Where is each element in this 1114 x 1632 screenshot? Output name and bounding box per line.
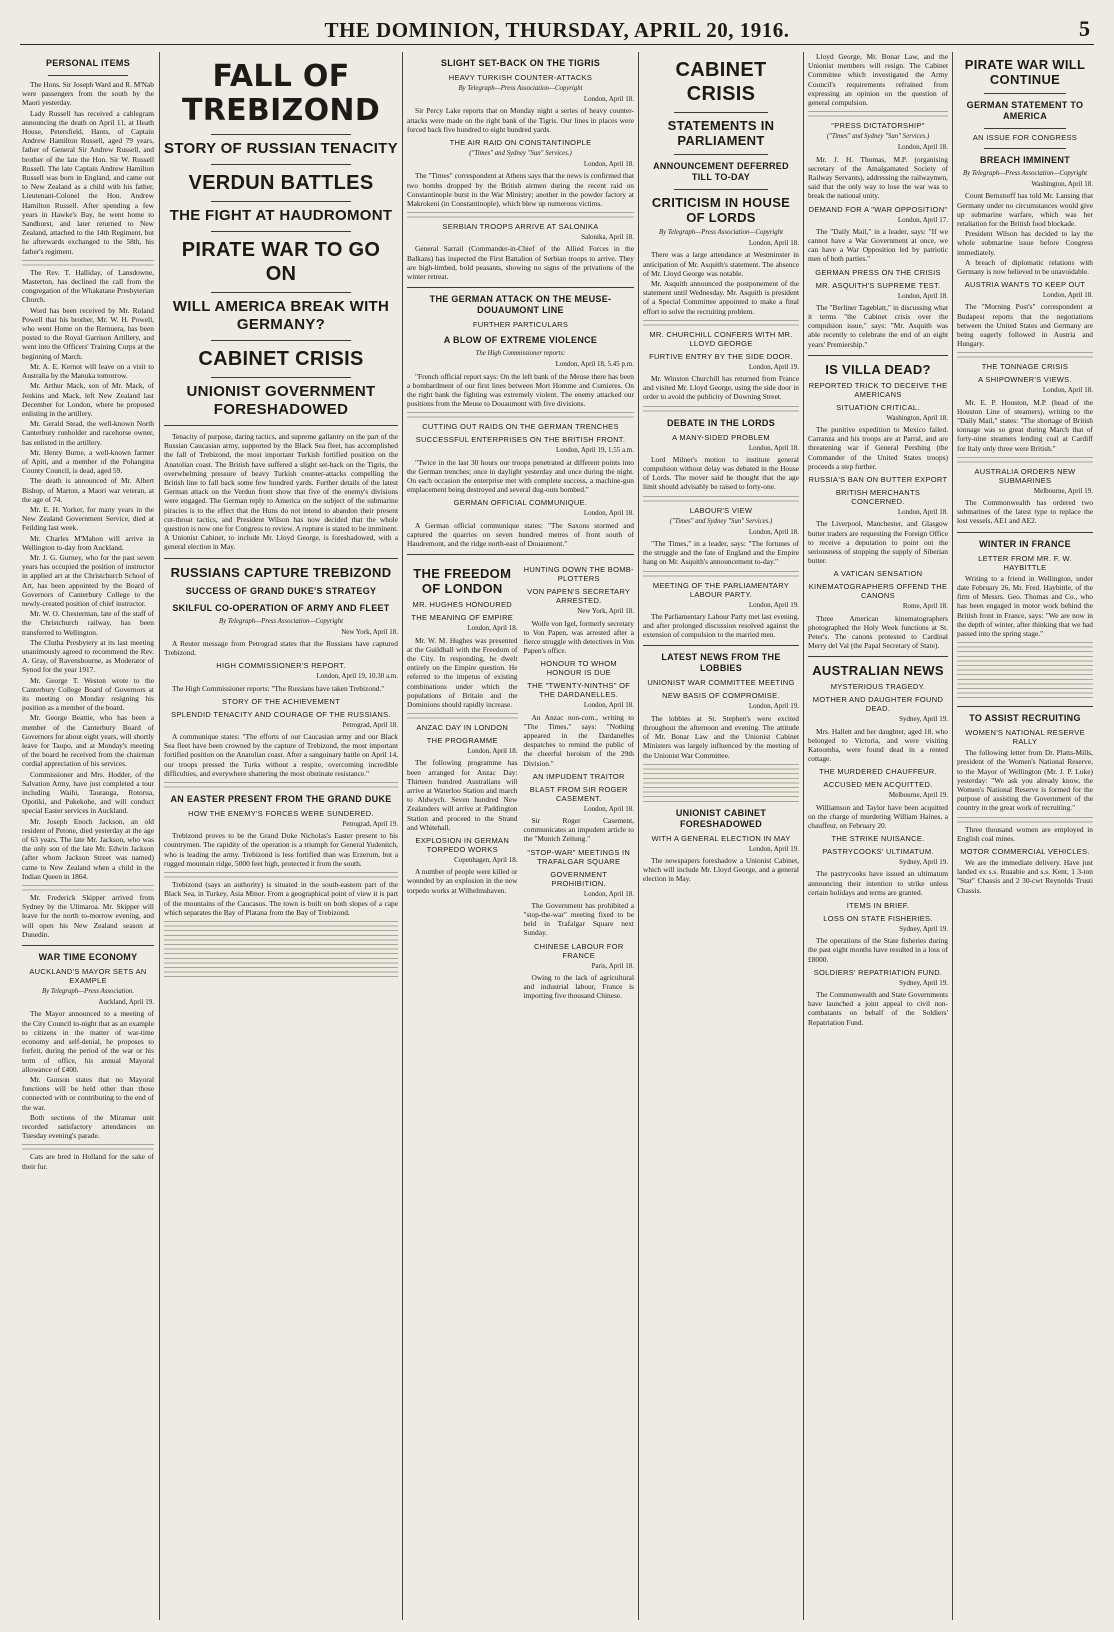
dateline: New York, April 18.	[577, 607, 634, 616]
text-lines	[643, 494, 799, 502]
paragraph: Mr. W. O. Chesterman, late of the staff of the Christchurch railway, has been transferred to Wellington.	[22, 609, 154, 637]
paragraph: Mr. George Beattie, who has been a member of the Canterbury Board of Governors for about eight years, will shortly leave for Taupo, and at Monday's meeting of the board he received from the chairman cordial appreciation of his services.	[22, 713, 154, 769]
paragraph: President Wilson has decided to lay the whole submarine issue before Congress immediately.	[957, 229, 1093, 257]
article-headline: CHINESE LABOUR FOR FRANCE	[533, 941, 624, 960]
paragraph: "Twice in the last 30 hours our troops penetrated at different points into the German trenches; once in daylight yesterday and once during the night. On each occasion the enterprise met with complete success, a machine-gun emplacement being destroyed and several dug-outs bombed."	[407, 457, 634, 495]
article-headline: DEMAND FOR A "WAR OPPOSITION"	[808, 204, 948, 214]
paragraph: Both sections of the Miramar unit recorded satisfactory attendances on Tuesday evening's parade.	[22, 1112, 154, 1141]
article-headline: THE FREEDOM OF LONDON	[413, 566, 512, 597]
article-subheading: MYSTERIOUS TRAGEDY.	[830, 682, 926, 692]
article-subheading: SKILFUL CO-OPERATION OF ARMY AND FLEET	[172, 602, 390, 613]
article-headline: THE AIR RAID ON CONSTANTINOPLE	[449, 138, 592, 148]
dateline: Melbourne, April 19.	[1033, 486, 1093, 495]
article-subheading: ACCUSED MEN ACQUITTED.	[823, 780, 933, 790]
article-subheading: MOTHER AND DAUGHTER FOUND DEAD.	[812, 695, 944, 714]
article-headline: SOLDIERS' REPATRIATION FUND.	[813, 967, 943, 977]
paragraph: The Rev. T. Halliday, of Lansdowne, Masterton, has declined the call from the congregation of the Whakatane Presbyterian Church.	[22, 267, 154, 305]
dateline: London, April 18.	[897, 143, 948, 152]
paragraph: Lady Russell has received a cablegram announcing the death on April 11, at Heath House, Petersfield, Hants, of Captain Andrew Hamilton Russell, aged 79 years, father of General Sir Andrew Russell, and brother of the late the Hon. Sir W. Russell Russell. The late Captain Andrew Hamilton Russell was born in England, and came out to New Zealand as a child with his father, Lieutenant-Colonel the Hon. Andrew Hamilton Russell. After spending a few years in Hawke's Bay, he went home to Sandhurst, and later returned to New Zealand, attached to the 14th Regiment, but he afterwards exchanged to the 58th, his father's regiment.	[22, 108, 154, 256]
dateline: Melbourne, April 19.	[888, 791, 948, 800]
column-rule	[159, 52, 160, 1620]
article-subheading: MR. HUGHES HONOURED	[412, 600, 512, 610]
headline: PIRATE WAR WILL CONTINUE	[964, 57, 1086, 87]
dateline: Washington, April 18.	[886, 413, 948, 422]
divider	[407, 287, 634, 288]
divider	[48, 75, 127, 76]
dateline: Salonika, April 18.	[581, 233, 634, 242]
text-lines	[957, 815, 1093, 823]
paragraph: Trebizond proves to be the Grand Duke Nicholas's Easter present to his countrymen. The rapidity of the operation is a triumph for General Yudenitch, who is leading the army. Trebizond is less fortified than was Erzerum, but a rugged mountain ridge, 5000 feet high, protected it from the south.	[164, 831, 398, 868]
dateline: London, April 18.	[897, 508, 948, 517]
text-lines	[164, 780, 398, 788]
divider	[407, 554, 634, 555]
dateline: New York, April 18.	[341, 627, 398, 636]
newspaper-title: THE DOMINION, THURSDAY, APRIL 20, 1916.	[324, 18, 790, 42]
wire-credit: By Telegraph—Press Association—Copyright	[458, 85, 583, 92]
divider	[674, 154, 768, 155]
dateline: Rome, April 18.	[902, 602, 948, 611]
dateline: London, April 18.	[583, 160, 634, 169]
paragraph: "The Times," in a leader, says: "The fortunes of the struggle and the fate of England and the Empire hang on Mr. Asquith's announcement to-day."	[643, 539, 799, 567]
article-headline: MR. CHURCHILL CONFERS WITH MR. LLOYD GEORGE	[649, 329, 793, 348]
dateline: London, April 18.	[467, 747, 518, 756]
paragraph: Writing to a friend in Wellington, under date February 26, Mr. Fred. Haybittle, of the firm of Messrs. Geo. Thomas and Co., who has been engaged in motor work behind the British front in France, says: "We are now in the depth of winter, after thinking that we had passed into the spring stage."	[957, 573, 1093, 638]
text-lines	[164, 919, 398, 979]
paragraph: The following letter from Dr. Platts-Mills, president of the Women's National Reserve, to the Mayor of Wellington (Mr. J. P. Luke) yesterday: "We ask you already know, the Women's National Reserve is formed for the purpose of assisting the Government of the country in the great work of recruiting."	[957, 748, 1093, 813]
paragraph: General Sarrail (Commander-in-Chief of the Allied Forces in the Balkans) has inspected the First Battalion of Serbian troops to arrive. They are high-limbed, bold peasants, showing no signs of the privations of the winter retreat.	[407, 244, 634, 282]
dateline: Sydney, April 19.	[899, 715, 948, 724]
headline: STORY OF RUSSIAN TENACITY	[164, 140, 398, 157]
paragraph: Mr. J. H. Thomas, M.P. (organising secretary of the Amalgamated Society of Railway Servants), addressing the railwaymen, said that the only way to lose the war was to break the national unity.	[808, 154, 948, 201]
divider	[984, 93, 1066, 94]
main-headline: FALL OF TREBIZOND	[181, 59, 381, 128]
wire-credit: The High Commissioner reports:	[475, 350, 566, 358]
text-lines	[407, 410, 634, 418]
divider	[808, 355, 948, 356]
article-headline: IS VILLA DEAD?	[825, 361, 931, 377]
column-cabinet-crisis	[643, 52, 799, 1622]
dateline: London, April 17.	[897, 215, 948, 224]
divider	[643, 645, 799, 646]
article-subheading: NEW BASIS OF COMPROMISE.	[662, 691, 780, 701]
article-headline: CUTTING OUT RAIDS ON THE GERMAN TRENCHES	[422, 422, 619, 432]
dateline: London, April 19.	[748, 844, 799, 853]
article-headline: AUSTRIA WANTS TO KEEP OUT	[964, 280, 1086, 290]
article-headline: DEBATE IN THE LORDS	[666, 417, 776, 428]
paragraph: The punitive expedition to Mexico failed. Carranza and his troops are at Parral, and are threatening war if General Pershing (the Commander of the United States troops) proceeds a step further.	[808, 425, 948, 471]
section-heading: PERSONAL ITEMS	[45, 58, 131, 68]
text-lines	[22, 1142, 154, 1150]
divider	[164, 558, 398, 559]
headline: WILL AMERICA BREAK WITH GERMANY?	[172, 298, 390, 333]
advertisement-text: We are the immediate delivery. Have just landed ex s.s. Ruaabie and s.s. Kent, 1 3-ton "Star" Chassis and 2 30-cwt Reynolds Trusti Chassis.	[957, 857, 1093, 895]
article-headline: UNIONIST CABINET FORESHADOWED	[675, 807, 767, 829]
dateline: Sydney, April 19.	[899, 924, 948, 933]
paragraph: Williamson and Taylor have been acquitted on the charge of murdering William Haines, a chauffeur, on February 20.	[808, 802, 948, 830]
divider	[674, 189, 768, 190]
dateline: London, April 19.	[748, 600, 799, 609]
article-headline: THE GERMAN ATTACK ON THE MEUSE-DOUAUMONT LINE	[429, 294, 612, 316]
paragraph: Lloyd George, Mr. Bonar Law, and the Unionist members will resign. The Cabinet Committee which investigated the Army Council's requirements refrained from expressing an opinion on the question of general compulsion.	[808, 52, 948, 108]
headline: CRITICISM IN HOUSE OF LORDS	[651, 195, 791, 225]
dateline: London, April 19.	[748, 362, 799, 371]
paragraph: The Hons. Sir Joseph Ward and R. M'Nab were passengers from the south by the Maori yesterday.	[22, 80, 154, 108]
article-headline: SERBIAN TROOPS ARRIVE AT SALONIKA	[442, 222, 599, 232]
paragraph: Mr. A. E. Kernot will leave on a visit to Australia by the Manuka tomorrow.	[22, 361, 154, 381]
paragraph: Three thousand women are employed in English coal mines.	[957, 824, 1093, 843]
wire-credit: By Telegraph—Press Association.	[41, 988, 135, 996]
text-lines	[957, 350, 1093, 358]
paragraph: Mr. Frederick Skipper arrived from Sydney by the Ulimaroa. Mr. Skipper will leave for the north to-morrow evening, and will open his New Zealand season at Dunedin.	[22, 893, 154, 939]
article-subheading: REPORTED TRICK TO DECEIVE THE AMERICANS	[808, 380, 948, 399]
sub-column-left	[407, 561, 518, 1001]
article-subheading: VON PAPEN'S SECRETARY ARRESTED.	[527, 587, 631, 606]
sub-column-right	[524, 561, 635, 1001]
article-subheading: HOW THE ENEMY'S FORCES WERE SUNDERED.	[188, 809, 374, 819]
article-subheading: FURTHER PARTICULARS	[472, 320, 569, 330]
paragraph: The "Daily Mail," in a leader, says: "If we cannot have a War Government at once, we can have a War Opposition led by patriotic men of both parties."	[808, 226, 948, 264]
article-headline: "STOP-WAR" MEETINGS IN TRAFALGAR SQUARE	[527, 847, 631, 866]
article-headline: ANZAC DAY IN LONDON	[416, 723, 509, 733]
paragraph: Word has been received by Mr. Roland Powell that his brother, Mr. W. H. Powell, who went Home on the Remuera, has been posted to the Royal Garrison Artillery, and went into the Officers' Training Corps at the beginning of March.	[22, 305, 154, 361]
paragraph: A number of people were killed or wounded by an explosion in the new torpedo works at Wilhelmshaven.	[407, 867, 518, 895]
headline: PIRATE WAR TO GO ON	[181, 239, 381, 285]
paragraph: Commissioner and Mrs. Hodder, of the Salvation Army, have just completed a tour including Waihi, Tauranga, Rotorua, Opotiki, and Pukekohe, and will conduct special Easter services in Auckland.	[22, 769, 154, 816]
text-lines	[22, 883, 154, 891]
article-subheading: BLAST FROM SIR ROGER CASEMENT.	[529, 784, 628, 803]
article-subheading: FURTIVE ENTRY BY THE SIDE DOOR.	[649, 351, 793, 361]
divider	[164, 425, 398, 426]
column-main-news	[164, 52, 398, 1622]
text-lines	[808, 109, 948, 117]
paragraph: The Government has prohibited a "stop-the-war" meeting fixed to be held in Trafalgar Square next Sunday.	[523, 900, 634, 938]
paragraph: Sir Roger Casement, communicates an impudent article to the "Munich Zeitung."	[523, 815, 634, 844]
headline: ANNOUNCEMENT DEFERRED TILL TO-DAY	[653, 161, 789, 182]
dateline: London, April 18.	[583, 889, 634, 898]
wire-credit: ("Times" and Sydney "Sun" Services.)	[669, 517, 773, 525]
text-lines	[643, 762, 799, 802]
text-lines	[957, 640, 1093, 700]
article-subheading: SITUATION CRITICAL.	[836, 402, 920, 412]
article-subheading: A MANY-SIDED PROBLEM	[672, 432, 770, 442]
divider	[957, 532, 1093, 533]
paragraph: Wolfe von Igel, formerly secretary to Von Papen, was arrested after a fierce struggle with detectives in Von Papen's office.	[523, 618, 634, 656]
paragraph: The "Times" correspondent at Athens says that the news is confirmed that two bombs dropped by the British airmen during the recent raid on Constantinople burst in the War Ministry; another in the powder factory at Makrokeni (in Constantinople), which blew up numerous victims.	[407, 171, 634, 209]
paragraph: There was a large attendance at Westminster in anticipation of Mr. Asquith's statement. The absence of Mr. Lloyd George was notable.	[643, 250, 799, 278]
paragraph: An Anzac non-com., writing to "The Times," says: "Nothing appeared in the Dardanelles despatches to remind the public of the cheerful heroism of the 29th Division."	[523, 712, 634, 768]
paragraph: The following programme has been arranged for Anzac Day: Thirteen hundred Australians will arrive at Waterloo Station and march to Aldwych. Seven hundred New Zealanders will arrive at Paddington Station and proceed to the Strand and Whitehall.	[407, 758, 518, 832]
paragraph: Mr. George T. Weston wrote to the Canterbury College Board of Governors at its meeting on Monday resigning his position as a member of the board.	[22, 675, 154, 713]
article-headline: AUSTRALIA ORDERS NEW SUBMARINES	[974, 466, 1076, 485]
divider	[211, 377, 351, 378]
article-headline: THE TONNAGE CRISIS	[981, 362, 1069, 372]
dateline: London, April 18, 5.45 p.m.	[555, 360, 634, 369]
article-headline: GERMAN OFFICIAL COMMUNIQUE.	[453, 498, 588, 508]
paragraph: The Liverpool, Manchester, and Glasgow butter traders are requesting the Foreign Office to receive a deputation to point out the seriousness of stopping the supply of Siberian butter.	[808, 519, 948, 566]
page-number: 5	[1079, 16, 1090, 41]
paragraph: A breach of diplomatic relations with Germany is now believed to be unavoidable.	[957, 257, 1093, 277]
dateline: London, April 19.	[748, 702, 799, 711]
article-subheading: WOMEN'S NATIONAL RESERVE RALLY	[965, 728, 1085, 747]
paragraph: The pastrycooks have issued an ultimatum announcing their intention to strike unless certain holidays and terms are granted.	[808, 869, 948, 897]
article-headline: THE STRIKE NUISANCE.	[831, 834, 925, 844]
paragraph: Mr. J. G. Gurney, who for the past seven years has occupied the position of instructor in applied art at the Christchurch School of Art, has been appointed by the Board of Governors of Canterbury College to the newly-created position of chief instructor.	[22, 552, 154, 608]
headline: CABINET CRISIS	[198, 348, 364, 370]
article-subheading: THE MEANING OF EMPIRE	[411, 613, 514, 623]
headline: UNIONIST GOVERNMENT FORESHADOWED	[186, 383, 376, 418]
dateline: London, April 18.	[748, 239, 799, 248]
divider	[211, 231, 351, 232]
paragraph: A German official communique states: "The Saxons stormed and captured the quarries on seven hundred metres of front south of Haudremont, and the ridge north-east of Douaumont."	[407, 520, 634, 549]
wire-credit: ("Times" and Sydney "Sun" Services.)	[469, 150, 572, 158]
article-headline: HUNTING DOWN THE BOMB-PLOTTERS	[523, 565, 634, 584]
paragraph: The newspapers foreshadow a Unionist Cabinet, which will include Mr. Lloyd George, and a general election in May.	[643, 855, 799, 884]
dateline: Washington, April 18.	[1031, 180, 1093, 189]
headline: CABINET CRISIS	[675, 59, 767, 105]
column-rule	[402, 52, 403, 1620]
masthead	[20, 14, 1094, 45]
article-subheading: THE PROGRAMME	[426, 736, 498, 746]
paragraph: The operations of the State fisheries during the past eight months have resulted in a loss of £8000.	[808, 936, 948, 964]
article-subheading: AUCKLAND'S MAYOR SETS AN EXAMPLE	[29, 967, 147, 986]
text-lines	[164, 870, 398, 878]
paragraph: Mr. Joseph Enoch Jackson, an old resident of Petone, died yesterday at the age of 63 years. The late Mr. Jackson, who was the only son of the late Mr. Edwin Jackson (after whom Jackson Street was named) came to New Zealand when a child in the Indian Queen in 1864.	[22, 816, 154, 881]
dateline: Petrograd, April 19.	[342, 820, 398, 829]
paragraph: Mr. Charles M'Mahon will arrive in Wellington to-day from Auckland.	[22, 533, 154, 552]
paragraph: The Clutha Presbytery at its last meeting unanimously agreed to recommend the Rev. A. Gray, of Ravensbourne, as Moderator of Synod for the year 1917.	[22, 637, 154, 675]
text-lines	[407, 210, 634, 218]
column-personal-items	[22, 52, 154, 1622]
dateline: London, April 18.	[583, 701, 634, 710]
paragraph: The "Morning Post's" correspondent at Budapest reports that the negotiations between the United States and Germany are being eagerly followed in Austria and Hungary.	[957, 302, 1093, 349]
text-lines	[643, 318, 799, 326]
article-headline: "PRESS DICTATORSHIP"	[831, 121, 925, 131]
paragraph: Mr. Gerald Stead, the well-known North Canterbury runholder and racehorse owner, has enlisted in the artillery.	[22, 419, 154, 447]
text-lines	[957, 455, 1093, 463]
article-headline: TO ASSIST RECRUITING	[969, 713, 1081, 724]
paragraph: Mr. Henry Burne, a well-known farmer of Apiti, and a member of the Pohangina County Council, is dead, aged 59.	[22, 447, 154, 476]
paragraph: The Parliamentary Labour Party met last evening, and after prolonged discussion resolved against the extension of compulsion to the married men.	[643, 611, 799, 640]
article-subheading: SUCCESSFUL ENTERPRISES ON THE BRITISH FRONT.	[415, 435, 626, 445]
paragraph: The "Berliner Tageblatt," in discussing what it terms "the Cabinet crisis over the compulsion issue," says: "Mr. Asquith was able recently to celebrate the end of an eight years' Premiership."	[808, 302, 948, 349]
dateline: Paris, April 18.	[591, 961, 634, 970]
paragraph: Three American kinematographers photographed the Holy Week functions at St. Peter's. The canons protested to Cardinal Merry del Val (the Papal Secretary of State).	[808, 613, 948, 651]
article-subheading: MR. ASQUITH'S SUPREME TEST.	[815, 280, 941, 290]
dateline: Copenhagen, April 18.	[454, 855, 518, 864]
column-war-news	[407, 52, 634, 1622]
paragraph: Cats are bred in Holland for the sake of their fur.	[22, 1152, 154, 1171]
divider	[211, 164, 351, 165]
paragraph: The Commonwealth and State Governments have launched a joint appeal to civil non-combatants on behalf of the Soldiers' Repatriation Fund.	[808, 989, 948, 1027]
wire-credit: By Telegraph—Press Association—Copyright	[219, 617, 343, 625]
headline: VERDUN BATTLES	[188, 172, 374, 194]
text-lines	[407, 711, 518, 719]
text-lines	[22, 258, 154, 266]
headline: GERMAN STATEMENT TO AMERICA	[966, 100, 1084, 121]
divider	[22, 945, 154, 946]
article-subheading: LETTER FROM MR. F. W. HAYBITTLE	[978, 553, 1072, 572]
advertisement-heading: MOTOR COMMERCIAL VEHICLES.	[960, 846, 1090, 856]
wire-credit: ("Times" and Sydney "Sun" Services.)	[826, 133, 930, 141]
column-foreign-news	[808, 52, 948, 1622]
article-headline: AN EASTER PRESENT FROM THE GRAND DUKE	[170, 794, 392, 805]
wire-credit: By Telegraph—Press Association—Copyright	[659, 229, 783, 236]
article-headline: WINTER IN FRANCE	[979, 538, 1071, 549]
paragraph: Mrs. Hallett and her daughter, aged 18, who belonged to Victoria, and were visiting Katoomba, were found dead in a rented cottage.	[808, 726, 948, 764]
dateline: London, April 18.	[1042, 386, 1093, 395]
paragraph: Mr. E. H. Yorker, for many years in the New Zealand Government Service, died at Feilding last week.	[22, 504, 154, 533]
article-headline: GERMAN PRESS ON THE CRISIS	[815, 267, 941, 277]
article-headline: AN IMPUDENT TRAITOR	[532, 771, 625, 781]
two-column-block	[407, 561, 634, 1001]
dateline: Sydney, April 19.	[899, 858, 948, 867]
wire-credit: By Telegraph—Press Association—Copyright	[963, 170, 1087, 177]
article-headline: ITEMS IN BRIEF.	[846, 900, 910, 910]
article-headline: WAR TIME ECONOMY	[38, 952, 138, 963]
paragraph: The Mayor announced to a meeting of the City Council to-night that as an example to citizens in the matter of war-time economy and self-denial, he proposes to forfeit, during the period of the war or his term of office, his annual Mayoral allowance of £400.	[22, 1009, 154, 1074]
paragraph: Sir Percy Lake reports that on Monday night a series of heavy counter-attacks were made on the right bank of the Tigris. Our lines in places were forced back five hundred to eight hundred yards.	[407, 106, 634, 134]
dateline: London, April 18.	[748, 443, 799, 452]
dateline: London, April 18.	[583, 804, 634, 813]
dateline: London, April 19, 10.30 a.m.	[316, 672, 398, 681]
paragraph: Mr. E. P. Houston, M.P. (head of the Houston Line of steamers), writing to the "Daily Mail," states: "The shortage of British tonnage was so great during March that of forty-nine steamers lending coal at Cardiff for Italy only three were British."	[957, 397, 1093, 453]
paragraph: The lobbies at St. Stephen's were excited throughout the afternoon and evening. The attitude of Mr. Bonar Law and the Unionist Cabinet Ministers was largely influenced by the meeting of the Unionist War Committee.	[643, 713, 799, 760]
article-headline: LATEST NEWS FROM THE LOBBIES	[661, 652, 781, 674]
column-pirate-war	[957, 52, 1093, 1622]
divider	[211, 292, 351, 293]
headline: AN ISSUE FOR CONGRESS	[972, 133, 1078, 142]
paragraph: Mr. Arthur Mack, son of Mr. Mack, of Jenkins and Mack, left New Zealand last December for London, where he proposed enlisting in the artillery.	[22, 381, 154, 418]
article-subheading: BRITISH MERCHANTS CONCERNED.	[835, 488, 921, 507]
dateline: Auckland, April 19.	[98, 998, 154, 1007]
dateline: London, April 18.	[748, 527, 799, 536]
article-subheading: UNIONIST WAR COMMITTEE MEETING	[647, 678, 795, 688]
column-rule	[952, 52, 953, 1620]
dateline: London, April 18.	[467, 624, 518, 633]
divider	[211, 201, 351, 202]
article-subheading: KINEMATOGRAPHERS OFFEND THE CANONS	[808, 582, 948, 601]
article-subheading: A BLOW OF EXTREME VIOLENCE	[443, 335, 598, 346]
text-lines	[643, 569, 799, 577]
article-headline: A VATICAN SENSATION	[833, 569, 923, 579]
article-headline: EXPLOSION IN GERMAN TORPEDO WORKS	[415, 835, 510, 854]
article-headline: HIGH COMMISSIONER'S REPORT.	[216, 661, 346, 671]
article-subheading: PASTRYCOOKS' ULTIMATUM.	[822, 847, 934, 857]
dateline: London, April 18.	[897, 291, 948, 300]
headline: BREACH IMMINENT	[980, 155, 1070, 165]
dateline: Petrograd, April 18.	[342, 720, 398, 729]
article-subheading: LOSS ON STATE FISHERIES.	[823, 913, 933, 923]
article-subheading: A SHIPOWNER'S VIEWS.	[978, 375, 1072, 385]
article-subheading: GOVERNMENT PROHIBITION.	[550, 869, 608, 888]
article-subheading: THE "TWENTY-NINTHS" OF THE DARDANELLES.	[527, 681, 631, 700]
news-summary: Tenacity of purpose, daring tactics, and supreme gallantry on the part of the Russian Caucasian army, supported by the Black Sea fleet, has accomplished the fall of Trebizond, the most important Turkish fortified position on the Anatolian coast. The British have suffered a slight set-back on the Tigris, the overwhelming pressure of heavy Turkish counter-attacks compelling the British line to fall back some few hundred yards. Further details of the latest German attack on the Verdun front show that five of the enemy's divisions were engaged. The German reply to America on the subject of the submarine piracies is to the effect that the Huns do not intend to abandon their present cut-throat tactics, and President Wilson has now decided that the whole question is now one for Congress to review. A rupture is stated to be imminent. A Unionist Cabinet, to include Mr. Lloyd George, is foreshadowed, with a general election in May.	[164, 432, 398, 552]
paragraph: Mr. Winston Churchill has returned from France and visited Mr. Lloyd George, using the side door in order to avoid the publicity of Downing Street.	[643, 374, 799, 402]
article-subheading: SUCCESS OF GRAND DUKE'S STRATEGY	[185, 585, 377, 596]
article-headline: THE MURDERED CHAUFFEUR.	[819, 767, 937, 777]
article-headline: LABOUR'S VIEW	[689, 505, 753, 515]
paragraph: The High Commissioner reports: "The Russians have taken Trebizond."	[172, 683, 385, 693]
dateline: London, April 19, 1.55 a.m.	[556, 446, 634, 455]
paragraph: Mr. W. M. Hughes was presented at the Guildhall with the Freedom of the City. In responding, he dwelt entirely on the Empire question. He referred to the impetus of existing combinations under which the populations of Britain and the Dominions should rapidly increase.	[407, 635, 518, 709]
divider	[808, 656, 948, 657]
paragraph: "French official report says: On the left bank of the Meuse there has been a bombardment of our first lines between Mort Homme and Cumieres. On the right bank the fighting was extremely violent. The enemy attacked our positions from the Meuse to Douaumont with five divisions.	[407, 371, 634, 409]
column-rule	[803, 52, 804, 1620]
text-lines	[643, 404, 799, 412]
paragraph: The death is announced of Mr. Albert Bishop, of Marton, a Maori war veteran, at the age of 74.	[22, 476, 154, 504]
headline: STATEMENTS IN PARLIAMENT	[667, 118, 775, 148]
dateline: London, April 18.	[1042, 291, 1093, 300]
article-headline: HONOUR TO WHOM HONOUR IS DUE	[540, 659, 617, 678]
divider	[984, 128, 1066, 129]
column-rule	[638, 52, 639, 1620]
paragraph: Mr. Asquith announced the postponement of the statement until Wednesday. Mr. Asquith is president of a Special Committee appointed to make a final effort to solve the recruiting problem.	[643, 279, 799, 316]
dateline: London, April 18.	[583, 509, 634, 518]
divider	[211, 340, 351, 341]
paragraph: Trebizond (says an authority) is situated in the south-eastern part of the Black Sea, in Turkey, Asia Minor. From a geographical point of view it is part of the mountains of the Caucasus. The town is built on both slopes of a cape which separates the Bay of Platana from the Bay of Trebizond.	[164, 880, 398, 917]
paragraph: Lord Milner's motion to institute general compulsion without delay was debated in the House of Lords. The mover said he thought that the age limit should advisably be raised to forty-one.	[643, 454, 799, 492]
article-subheading: HEAVY TURKISH COUNTER-ATTACKS	[448, 73, 593, 82]
paragraph: A Reuter message from Petrograd states that the Russians have captured Trebizond.	[164, 639, 398, 658]
article-headline: STORY OF THE ACHIEVEMENT	[222, 696, 340, 706]
paragraph: Mr. Gunson states that no Mayoral functions will be held other than those connected with or contributing to the end of the war.	[22, 1074, 154, 1112]
divider	[957, 706, 1093, 707]
article-headline: SLIGHT SET-BACK ON THE TIGRIS	[440, 58, 601, 68]
article-headline: AUSTRALIAN NEWS	[812, 663, 944, 679]
article-subheading: WITH A GENERAL ELECTION IN MAY	[651, 833, 791, 843]
dateline: Sydney, April 19.	[899, 978, 948, 987]
headline: THE FIGHT AT HAUDROMONT	[169, 207, 393, 224]
article-subheading: SPLENDID TENACITY AND COURAGE OF THE RUSSIANS.	[171, 709, 391, 719]
dateline: London, April 18.	[583, 95, 634, 104]
divider	[984, 148, 1066, 149]
article-headline: RUSSIA'S BAN ON BUTTER EXPORT	[808, 475, 948, 485]
article-headline: MEETING OF THE PARLIAMENTARY LABOUR PARTY.	[652, 580, 790, 599]
paragraph: Count Bernstorff has told Mr. Lansing that Germany under no circumstances would give up submarine warfare, which was her retaliation for the British food blockade.	[957, 191, 1093, 229]
divider	[211, 134, 351, 135]
article-headline: RUSSIANS CAPTURE TREBIZOND	[170, 564, 392, 580]
divider	[674, 112, 768, 113]
paragraph: The Commonwealth has ordered two submarines of the latest type to replace the lost vessels, AE1 and AE2.	[957, 498, 1093, 526]
paragraph: Owing to the lack of agricultural and industrial labour, France is importing five thousand Chinese.	[523, 972, 634, 1001]
paragraph: A communique states: "The efforts of our Caucasian army and our Black Sea fleet have been crowned by the capture of Trebizond, the most important fortified position on the Anatolian coast. After a sanguinary battle on April 14, our troops pressed the Turks without a respite, overcoming incredible difficulties, and everywhere shattering the most obstinate resistance."	[164, 732, 398, 778]
